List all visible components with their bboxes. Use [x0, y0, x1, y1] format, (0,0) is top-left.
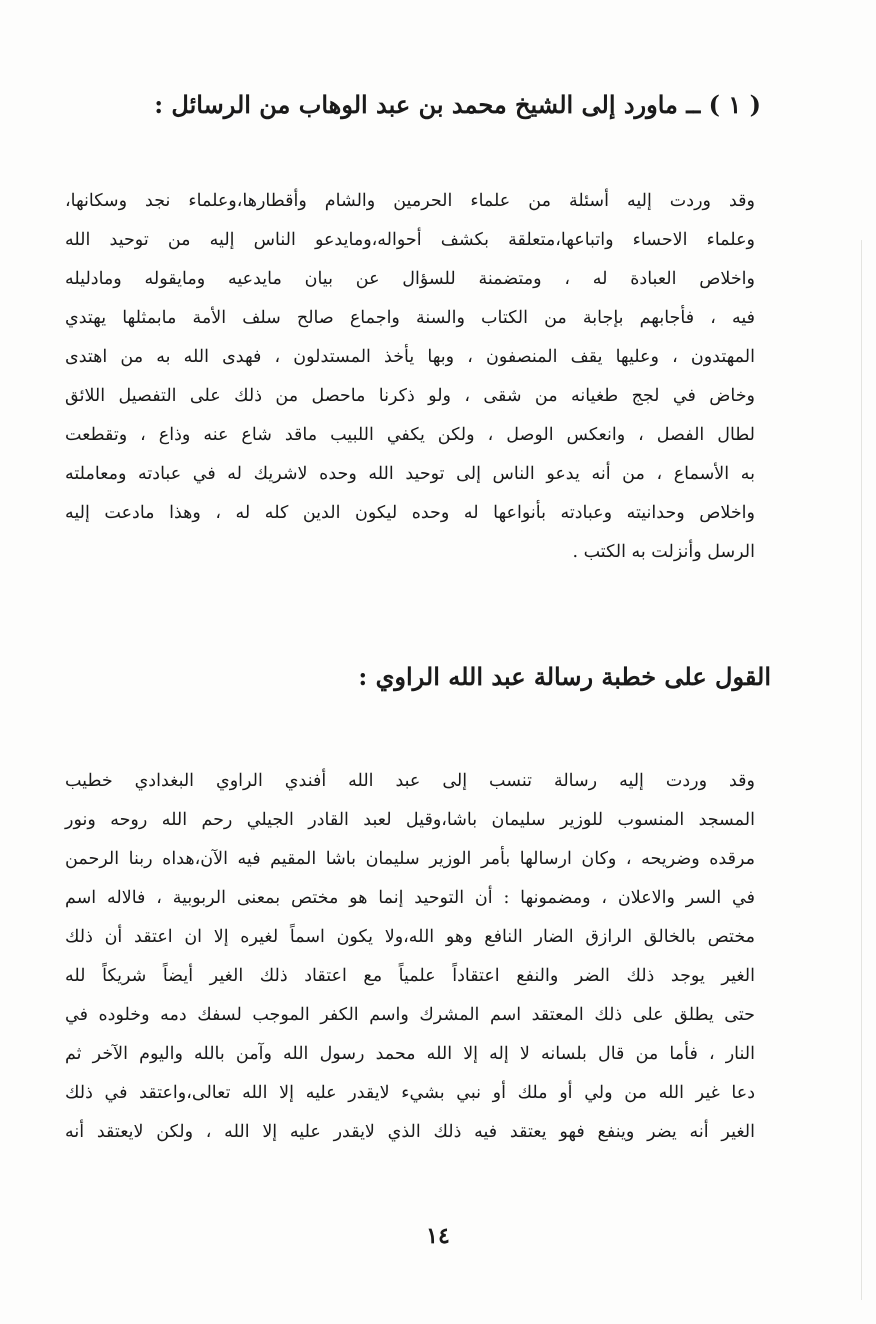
section-heading-2: القول على خطبة رسالة عبد الله الراوي :	[358, 662, 771, 691]
page-number: ١٤	[426, 1223, 450, 1249]
paragraph-2	[65, 762, 755, 1152]
paragraph-1-line: واخلاص وحدانيته وعبادته بأنواعها له وحده ليكون الدين كله له ، وهذا مادعت إليه	[65, 503, 755, 523]
paragraph-2-line: وقد وردت إليه رسالة تنسب إلى عبد الله أفندي الراوي البغدادي خطيب	[65, 771, 755, 791]
paragraph-2-line: في السر والاعلان ، ومضمونها : أن التوحيد إنما هو مختص بمعنى الربوبية ، فالاله اسم	[65, 888, 755, 908]
section-heading-1: ( ١ ) ــ ماورد إلى الشيخ محمد بن عبد الوهاب من الرسائل :	[154, 90, 761, 119]
paragraph-2-line: مرقده وضريحه ، وكان ارسالها بأمر الوزير سليمان باشا المقيم فيه الآن،هداه ربنا الرحمن	[65, 849, 755, 869]
paragraph-2-line: الغير يوجد ذلك الضر والنفع اعتقاداً علمياً مع اعتقاد ذلك الغير أيضاً شريكاً لله	[65, 966, 755, 986]
page-edge-divider	[861, 240, 862, 1300]
paragraph-1-line: الرسل وأنزلت به الكتب .	[572, 542, 755, 562]
paragraph-2-line: حتى يطلق على ذلك المعتقد اسم المشرك واسم الكفر الموجب لسفك دمه وخلوده في	[65, 1005, 755, 1025]
paragraph-1-line: به الأسماع ، من أنه يدعو الناس إلى توحيد الله وحده لاشريك له في عبادته ومعاملته	[65, 464, 755, 484]
paragraph-1-line: واخلاص العبادة له ، ومتضمنة للسؤال عن بيان مايدعيه ومايقوله ومادليله	[65, 269, 755, 289]
paragraph-2-line: النار ، فأما من قال بلسانه لا إله إلا الله محمد رسول الله وآمن بالله واليوم الآخر ثم	[65, 1044, 755, 1064]
paragraph-2-line: المسجد المنسوب للوزير سليمان باشا،وقيل لعبد القادر الجيلي رحم الله روحه ونور	[65, 810, 755, 830]
paragraph-1-line: وقد وردت إليه أسئلة من علماء الحرمين والشام وأقطارها،وعلماء نجد وسكانها،	[65, 191, 755, 211]
paragraph-2-line: دعا غير الله من ولي أو ملك أو نبي بشيء لايقدر عليه إلا الله تعالى،واعتقد في ذلك	[65, 1083, 755, 1103]
paragraph-1-line: وعلماء الاحساء واتباعها،متعلقة بكشف أحواله،ومايدعو الناس إليه من توحيد الله	[65, 230, 755, 250]
paragraph-1-line: المهتدون ، وعليها يقف المنصفون ، وبها يأخذ المستدلون ، فهدى الله به من اهتدى	[65, 347, 755, 367]
paragraph-2-line: الغير أنه يضر وينفع فهو يعتقد فيه ذلك الذي لايقدر عليه إلا الله ، ولكن لايعتقد أنه	[65, 1122, 755, 1142]
paragraph-1-line: وخاض في لجج طغيانه من شقى ، ولو ذكرنا ماحصل من ذلك على التفصيل اللائق	[65, 386, 755, 406]
paragraph-1-line: لطال الفصل ، وانعكس الوصل ، ولكن يكفي اللبيب ماقد شاع عنه وذاع ، وتقطعت	[65, 425, 755, 445]
paragraph-1	[65, 182, 755, 572]
paragraph-1-line: فيه ، فأجابهم بإجابة من الكتاب والسنة واجماع صالح سلف الأمة مابمثلها يهتدي	[65, 308, 755, 328]
paragraph-2-line: مختص بالخالق الرازق الضار النافع وهو الله،ولا يكون اسماً لغيره إلا ان اعتقد أن ذلك	[65, 927, 755, 947]
